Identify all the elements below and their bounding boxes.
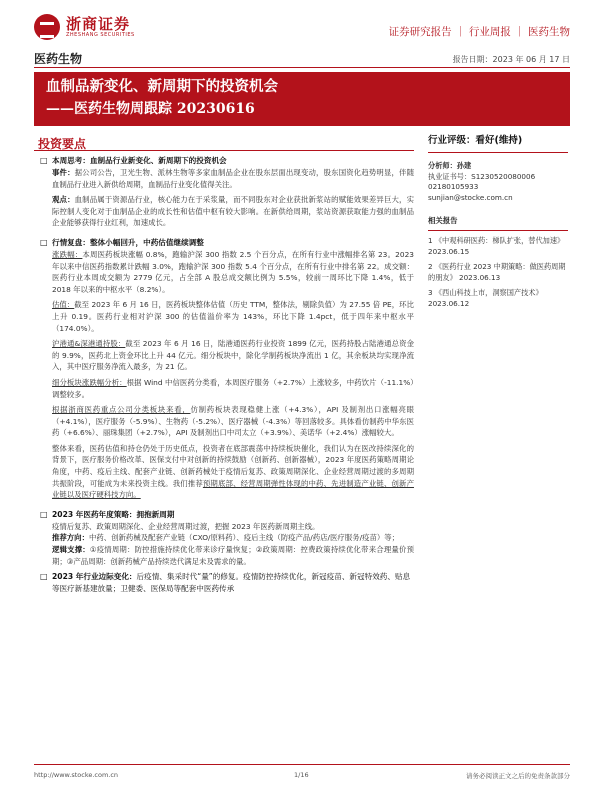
page-number: 1/16 [294,771,309,779]
footer-url[interactable]: http://www.stocke.com.cn [34,771,119,779]
analyst-info [428,161,568,203]
logo-name-cn: 浙商证券 [66,15,131,33]
report-header [0,0,600,44]
title-banner [34,72,570,126]
section-title: 投资要点 [38,137,87,151]
sector-bar [34,48,570,68]
logo-mark-icon [34,14,60,40]
report-date: 报告日期：2023 年 06 月 17 日 [452,55,570,64]
investment-highlights [34,150,414,595]
report-title: 血制品新变化、新周期下的投资机会 [46,78,278,95]
company-logo [34,14,135,40]
sidebar [428,132,568,309]
analyst-email[interactable]: sunjian@stocke.com.cn [428,192,513,202]
related-report-item[interactable]: 2 《医药行业 2023 中期策略：做医药周期的朋友》 2023.06.13 [428,262,566,282]
paragraph-price-change: 涨跌幅：本周医药板块涨幅 0.8%，跑输沪深 300 指数 2.5 个百分点，在所有行业中涨幅排名第 23。2023 年以来中信医药指数累计跌幅 3.0%，跑输沪深 300 指数 5.4 个百分点，在所有行业中排名第 22。成交额：医药行业本周成交额为 2779 亿元，占全部 A 股总成交额比例为 5.5%，较前一周环比下降 1.4%，低于 2018 年以来的中枢水平（8.2%）。 [52,249,414,294]
sector-label: 医药生物 [34,52,83,66]
block-title-market-review: □ 行情复盘：整体小幅回升，中药估值继续调整 [40,237,414,249]
related-reports-title: 相关报告 [428,215,568,231]
page-footer [34,764,570,784]
paragraph-subsector-analysis: 细分板块涨跌幅分析：根据 Wind 中信医药分类看，本周医疗服务（+2.7%）上涨较多，中药饮片（-11.1%）调整较多。 [52,377,414,399]
related-report-item[interactable]: 3 《西山科技上市，洞察国产技术》 2023.06.12 [428,288,543,308]
block-title-weekly-thought: □ 本周思考：血制品行业新变化、新周期下的投资机会 [40,155,414,167]
paragraph-event: 事件：据公司公告，卫光生物、派林生物等多家血制品企业在股东层面出现变动，股东国资化趋势明显，伴随血制品行业进入新供给周期，血制品行业变化值得关注。 [52,168,414,189]
paragraph-valuation: 估值：截至 2023 年 6 月 16 日，医药板块整体估值（历史 TTM，整体法，剔除负值）为 27.55 倍 PE，环比上升 0.19。医药行业相对沪深 300 的估值溢价率为 143%，环比下降 1.4pct，低于四年来中枢水平（174.0%）。 [52,300,414,333]
disclaimer-note: 请务必阅读正文之后的免责条款部分 [466,772,570,780]
report-type-tags: 证券研究报告 ｜ 行业周报 ｜ 医药生物 [388,26,570,38]
paragraph-recommend: 推荐方向：中药、创新药械及配套产业链（CXO/原料药）、疫后主线（防疫产品/药店/医疗服务/疫苗）等； [52,533,400,543]
paragraph-key-companies: 根据浙商医药重点公司分类板块来看，仿制药板块表现稳健上涨（+4.3%），API 及制剂出口涨幅亮眼（+4.1%），医疗服务（-5.9%）、生物药（-5.2%）、医疗器械（-4.3%）等回落较多。具体看仿制药中华东医药（+6.6%）、丽珠集团（+2.7%），API 及制剂出口中司太立（+3.9%）、美诺华（+2.4%）涨幅较大。 [52,405,414,438]
paragraph-connect-holdings: 沪港通&深港通持股：截至 2023 年 6 月 16 日，陆港通医药行业投资 1899 亿元，医药持股占陆港通总资金的 9.9%，医药北上资金环比上升 44 亿元。细分板块中，除化学制药板块净流出 1 亿，其余板块均实现净流入，其中医疗服务净流入最多，为 21 亿。 [52,339,414,372]
logo-name-en: ZHESHANG SECURITIES [66,32,135,38]
analyst-name: 分析师：孙建 [428,161,472,170]
block-title-annual-strategy: □ 2023 年医药年度策略：拥抱新周期 [40,509,414,521]
paragraph-view: 观点：血制品属于资源品行业，核心能力在于采浆量，而不同股东对企业获批新浆站的赋能效果差异巨大，实际控制人变化对于血制品企业的成长性和估值中枢有较大影响。在新供给周期，浆站资源获取能力强的血制品企业能够获得行业红利，加速成长。 [52,195,414,228]
report-subtitle: ——医药生物周跟踪 20230616 [46,101,255,117]
paragraph-strategy: 疫情后复苏、政策周期深化、企业经营周期过渡，把握 2023 年医药新周期主线。 [52,521,320,531]
paragraph-overall: 整体来看，医药估值和持仓仍处于历史低点，投资者在底部震荡中持续板块催化，我们认为在医改持续深化的背景下，医疗服务价格改革、医保支付中对创新的持续鼓励（创新药、创新器械），2023 年度医药策略周期论角度，中药、疫后主线、配套产业链、创新药械处于疫情后复苏、政策周期深化、企业经营周期过渡的多周期共振阶段，可能成为未来投资主线。我们推荐预期底部、经营周期弹性体现的中药、先进制造产业链、创新产业链以及医疗硬科技方向。 [52,443,414,500]
block-title-marginal-change: □ 2023 年行业边际变化：后疫情、集采时代“量”的修复。疫情防控持续优化，新冠疫苗、新冠特效药、贴息等医疗新基建放量；卫健委、医保局等配套中医药传承 [40,571,414,595]
analyst-phone: 02180105933 [428,182,479,191]
related-report-item[interactable]: 1 《中观科研医药：梯队扩张，替代加速》 2023.06.15 [428,236,565,256]
industry-rating: 行业评级：看好(维持) [428,132,568,153]
paragraph-logic: 逻辑支撑：①疫情周期：防控措施持续优化带来诊疗量恢复；②政策周期：控费政策持续优化带来合理量价预期；③产品周期：创新药械产品持续迭代满足未及需求的量。 [52,545,414,566]
analyst-cert: 执业证书号：S1230520080006 [428,171,536,181]
